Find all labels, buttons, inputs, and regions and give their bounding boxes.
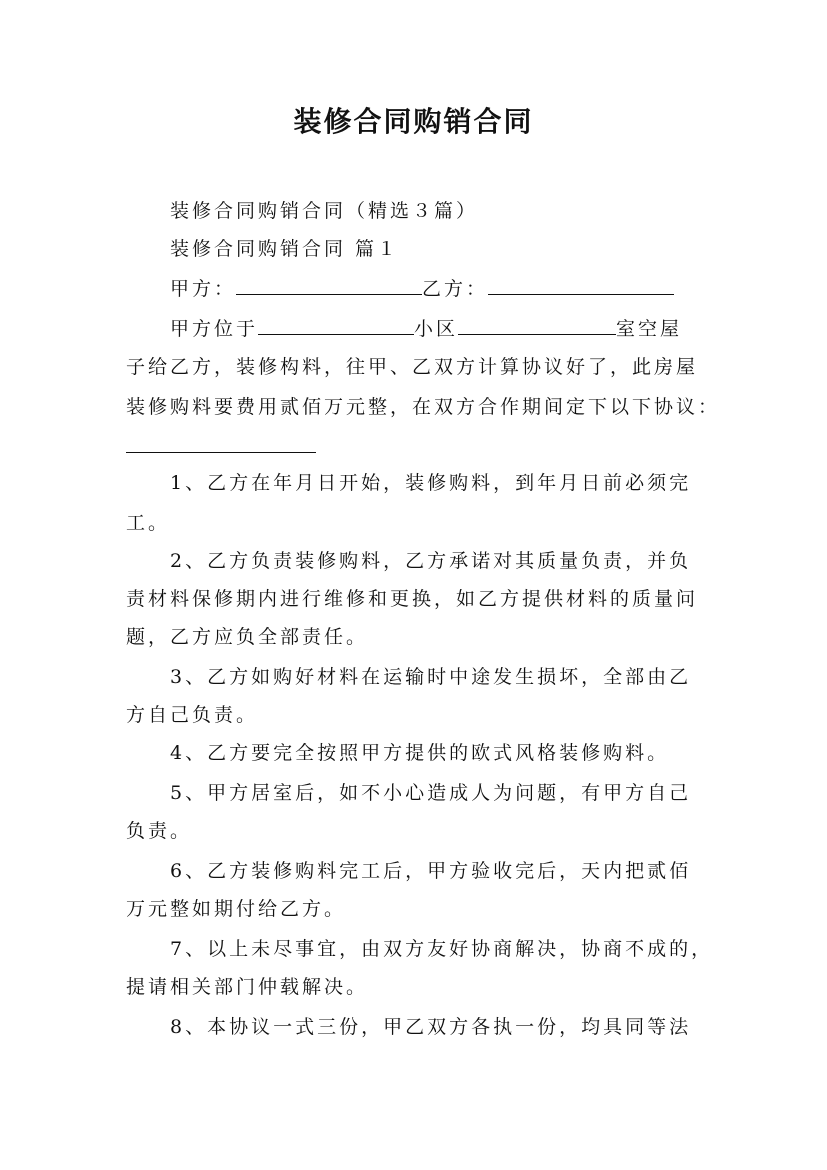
- party-a-label: 甲方：: [170, 278, 237, 300]
- section-heading: 装修合同购销合同 篇１: [170, 238, 400, 260]
- clause-6-line-2: 万元整如期付给乙方。: [126, 898, 347, 920]
- party-line: [170, 274, 674, 304]
- clause-2-line-1: 2、乙方负责装修购料，乙方承诺对其质量负责，并负: [170, 550, 692, 572]
- clause-3-line-1: 3、乙方如购好材料在运输时中途发生损坏，全部由乙: [170, 666, 692, 688]
- clause-2-line-3: 题，乙方应负全部责任。: [126, 626, 369, 648]
- signature-rule: [126, 452, 316, 453]
- intro-part3: 室空屋: [616, 318, 683, 340]
- intro-line-3: 装修购料要费用贰佰万元整，在双方合作期间定下以下协议：: [126, 396, 721, 418]
- intro-part2: 小区: [414, 318, 459, 340]
- clause-7-line-2: 提请相关部门仲载解决。: [126, 976, 369, 998]
- clause-1-line-1: 1、乙方在年月日开始，装修购料，到年月日前必须完: [170, 472, 692, 494]
- clause-3-line-2: 方自己负责。: [126, 704, 259, 726]
- clause-2-line-2: 责材料保修期内进行维修和更换，如乙方提供材料的质量问: [126, 588, 699, 610]
- intro-line-2: 子给乙方，装修构料，往甲、乙双方计算协议好了，此房屋: [126, 356, 699, 378]
- clause-7-line-1: 7、以上未尽事宜，由双方友好协商解决，协商不成的，: [170, 938, 714, 960]
- intro-line-1: [170, 314, 682, 344]
- document-subtitle: 装修合同购销合同（精选３篇）: [170, 200, 479, 222]
- location-blank: [258, 314, 414, 335]
- party-b-label: 乙方：: [422, 278, 489, 300]
- clause-1-line-2: 工。: [126, 512, 171, 534]
- clause-6-line-1: 6、乙方装修购料完工后，甲方验收完后，天内把贰佰: [170, 860, 692, 882]
- clause-5-line-2: 负责。: [126, 820, 193, 842]
- party-b-blank: [488, 274, 674, 295]
- intro-part1: 甲方位于: [170, 318, 259, 340]
- document-title: 装修合同购销合同: [293, 105, 534, 138]
- party-a-blank: [236, 274, 422, 295]
- clause-4-line-1: 4、乙方要完全按照甲方提供的欧式风格装修购料。: [170, 742, 670, 764]
- clause-5-line-1: 5、甲方居室后，如不小心造成人为问题，有甲方自己: [170, 782, 692, 804]
- clause-8-line-1: 8、本协议一式三份，甲乙双方各执一份，均具同等法: [170, 1016, 692, 1038]
- community-blank: [458, 314, 616, 335]
